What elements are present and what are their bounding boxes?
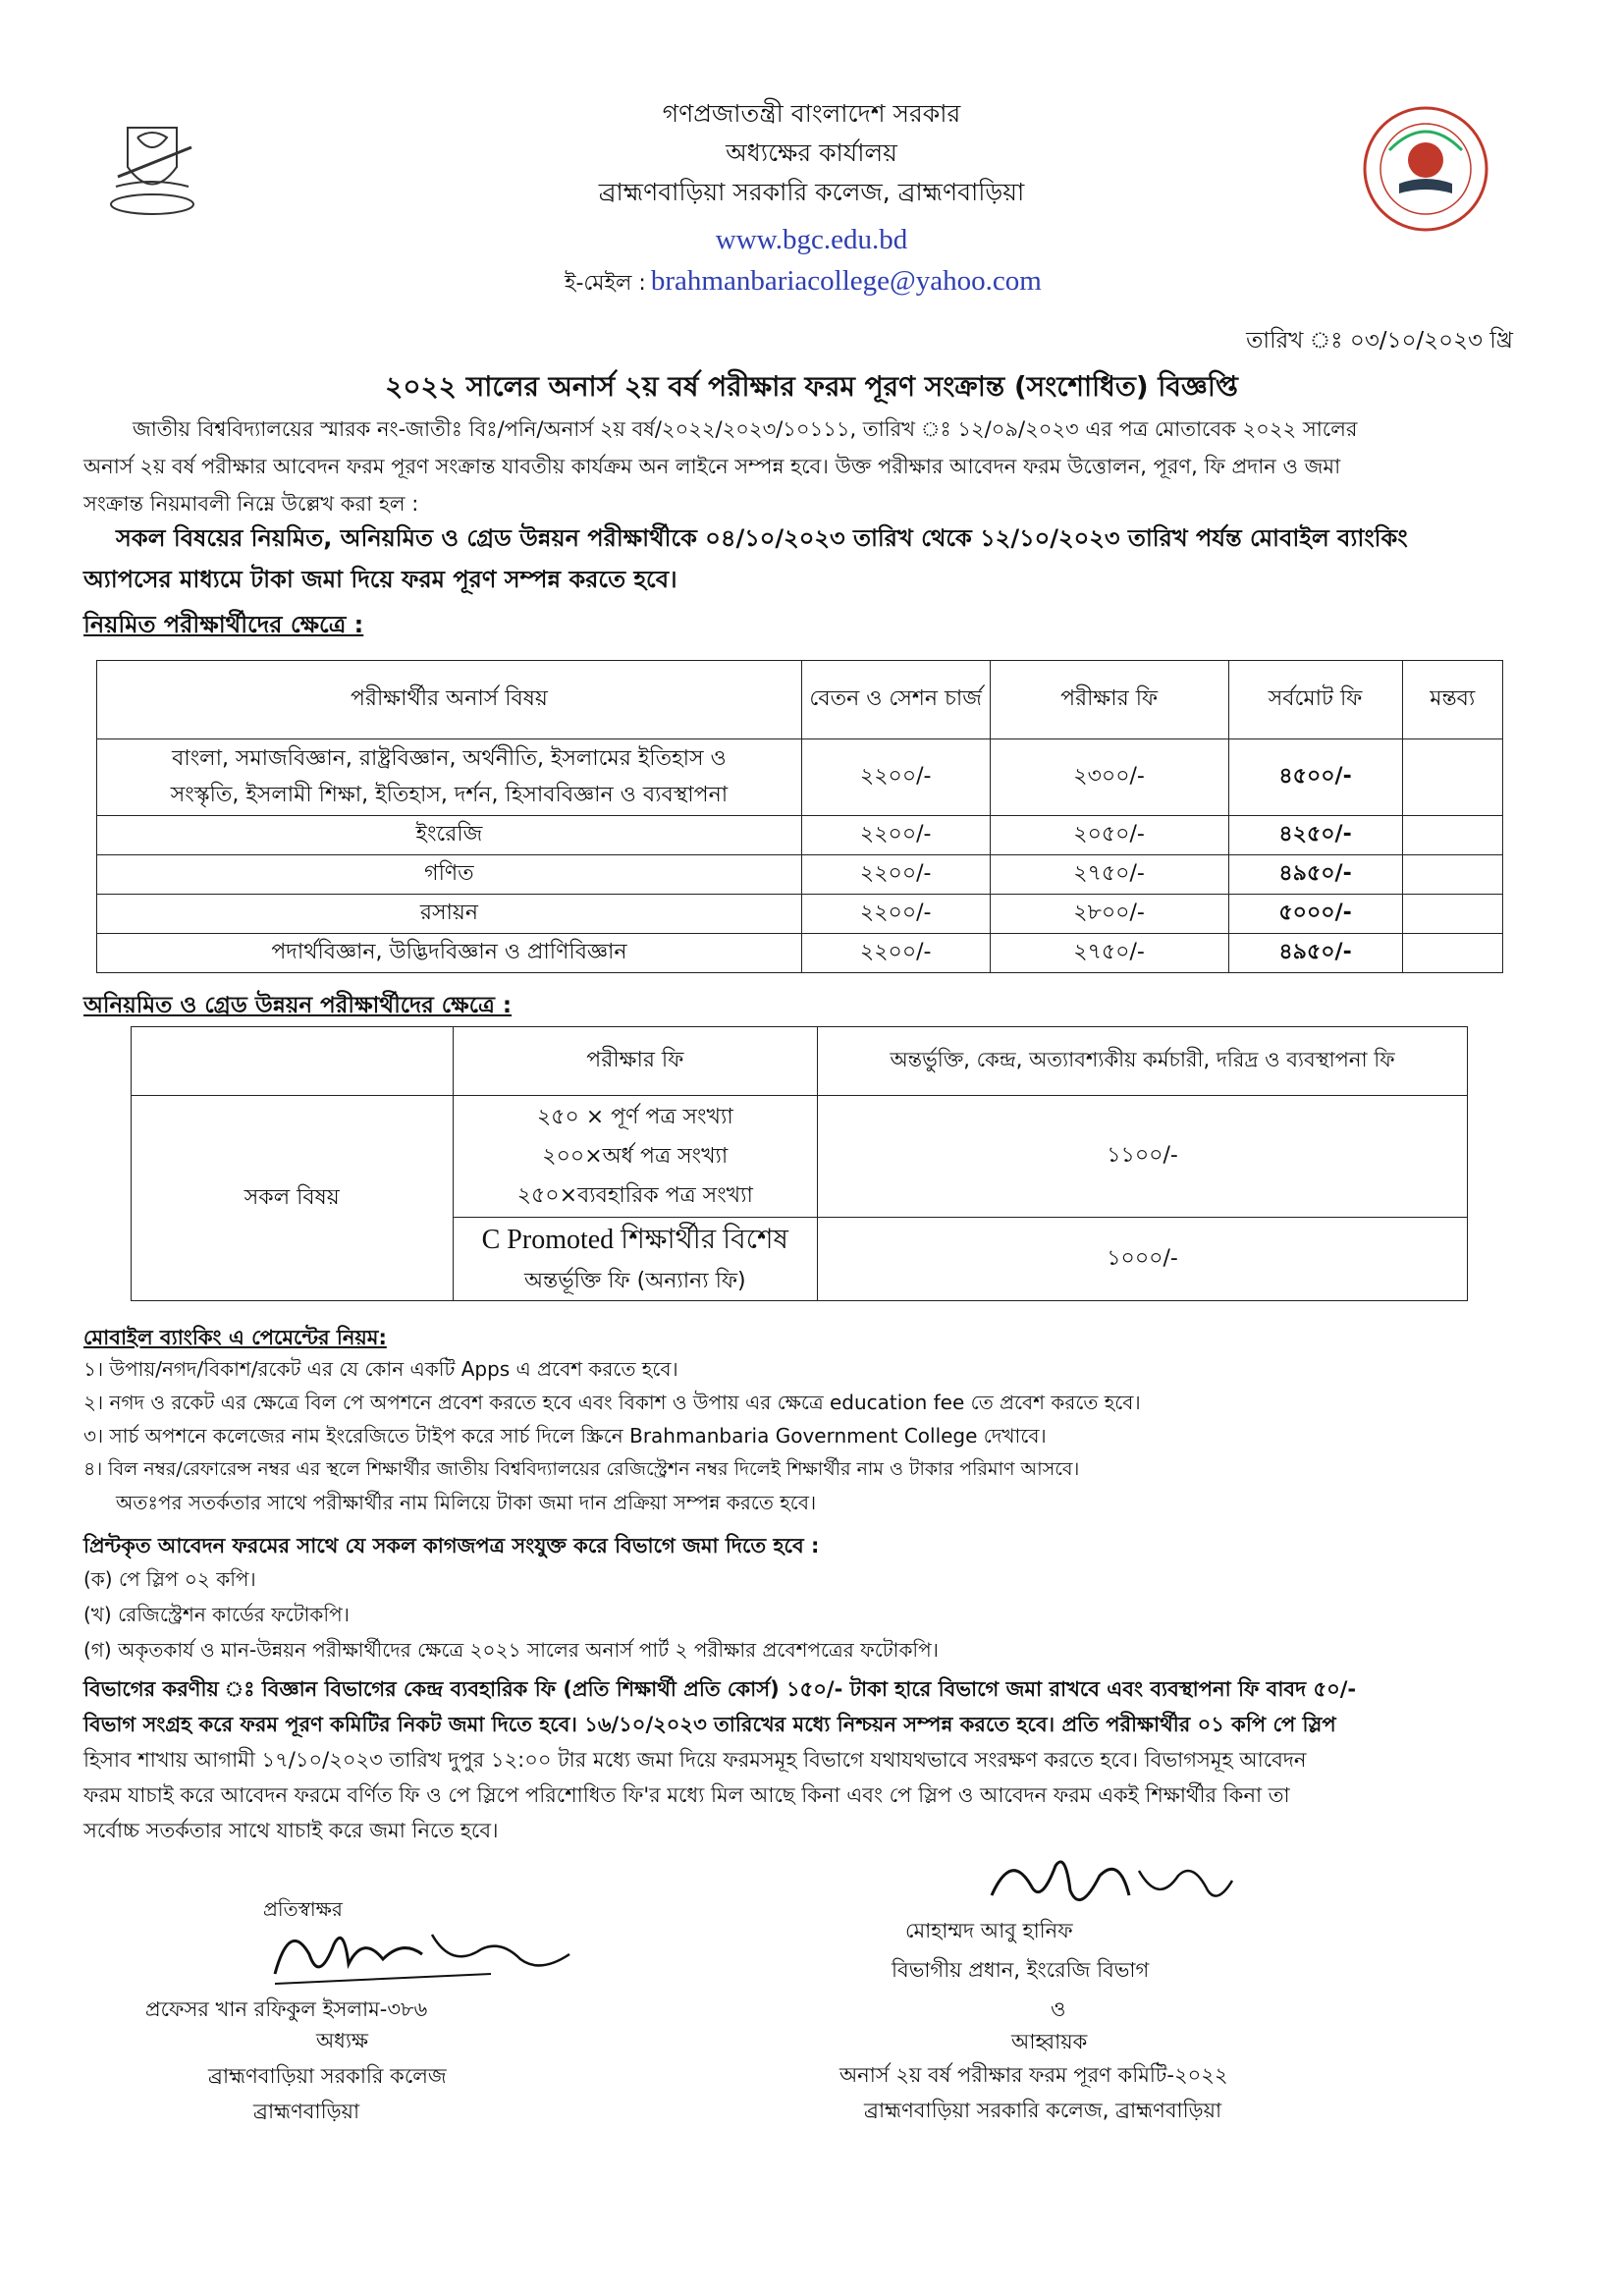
docs-item-b: (খ) রেজিস্ট্রেশন কার্ডের ফটোকপি। [83, 1603, 350, 1626]
exam-fee-cell: ২০৫০/- [990, 816, 1228, 855]
exam-fee-cell: ২৮০০/- [990, 895, 1228, 934]
convener-title-2: আহ্বায়ক [1011, 2030, 1088, 2053]
intro-line-2: অনার্স ২য় বর্ষ পরীক্ষার আবেদন ফরম পূরণ সংক্রান্ত যাবতীয় কার্যক্রম অন লাইনে সম্পন্ন হবে। উক্ত পরীক্ষার আবেদন ফরম উত্তোলন, পূরণ, ফি প্রদান ও জমা [83, 455, 1341, 478]
salary-cell: ২২০০/- [801, 739, 990, 816]
salary-cell: ২২০০/- [801, 855, 990, 895]
countersign-label: প্রতিস্বাক্ষর [263, 1897, 343, 1921]
table-row [97, 816, 1503, 855]
col-subject-header: পরীক্ষার্থীর অনার্স বিষয় [97, 661, 802, 739]
email-link[interactable]: brahmanbariacollege@yahoo.com [650, 265, 1042, 297]
salary-cell: ২২০০/- [801, 934, 990, 973]
irregular-heading: অনিয়মিত ও গ্রেড উন্নয়ন পরীক্ষার্থীদের ক্ষেত্রে : [83, 993, 513, 1018]
principal-name: প্রফেসর খান রফিকুল ইসলাম-৩৮৬ [145, 1997, 428, 2021]
intro-line-3: সংক্রান্ত নিয়মাবলী নিম্নে উল্লেখ করা হল : [83, 492, 419, 516]
total-fee-cell: ৪৯৫০/- [1228, 855, 1402, 895]
dept-line-4: ফরম যাচাই করে আবেদন ফরমে বর্ণিত ফি ও পে স্লিপে পরিশোধিত ফি'র মধ্যে মিল আছে কিনা এবং পে স্লিপ ও আবেদন ফরম একই শিক্ষার্থীর কিনা তা [83, 1783, 1290, 1807]
docs-item-c: (গ) অকৃতকার্য ও মান-উন্নয়ন পরীক্ষার্থীদের ক্ষেত্রে ২০২১ সালের অনার্স পার্ট ২ পরীক্ষার প্রবেশপত্রের ফটোকপি। [83, 1638, 939, 1662]
col-total-header: সর্বমোট ফি [1228, 661, 1402, 739]
principal-org-1: ব্রাহ্মণবাড়িয়া সরকারি কলেজ [208, 2064, 447, 2088]
govt-line: গণপ্রজাতন্ত্রী বাংলাদেশ সরকার [662, 99, 961, 128]
notice-bold-line-1: সকল বিষয়ের নিয়মিত, অনিয়মিত ও গ্রেড উন্নয়ন পরীক্ষার্থীকে ০৪/১০/২০২৩ তারিখ থেকে ১২/১০/২০২৩ তারিখ পর্যন্ত মোবাইল ব্যাংকিং [116, 524, 1408, 552]
other-fee-cell: ১১০০/- [818, 1096, 1468, 1218]
remarks-cell [1402, 934, 1502, 973]
college-line: ব্রাহ্মণবাড়িয়া সরকারি কলেজ, ব্রাহ্মণবাড়িয়া [598, 178, 1025, 206]
principal-signature [255, 1915, 579, 1998]
table-row [97, 934, 1503, 973]
remarks-cell [1402, 855, 1502, 895]
mobile-rule-2: ২। নগদ ও রকেট এর ক্ষেত্রে বিল পে অপশনে প্রবেশ করতে হবে এবং বিকাশ ও উপায় এর ক্ষেত্রে education fee তে প্রবেশ করতে হবে। [83, 1391, 1141, 1414]
mobile-rule-4: ৪। বিল নম্বর/রেফারেন্স নম্বর এর স্থলে শিক্ষার্থীর জাতীয় বিশ্ববিদ্যালয়ের রেজিস্ট্রেশন নম্বর দিলেই শিক্ষার্থীর নাম ও টাকার পরিমাণ আসবে। [83, 1458, 1080, 1480]
principal-org-2: ব্রাহ্মণবাড়িয়া [253, 2100, 360, 2123]
convener-title-3: অনার্স ২য় বর্ষ পরীক্ষার ফরম পূরণ কমিটি-২০২২ [839, 2063, 1228, 2087]
dept-line-5: সর্বোচ্চ সতর্কতার সাথে যাচাই করে জমা নিতে হবে। [83, 1819, 499, 1842]
blank-header [132, 1027, 454, 1096]
mobile-rule-3: ৩। সার্চ অপশনে কলেজের নাম ইংরেজিতে টাইপ করে সার্চ দিলে স্ক্রিনে Brahmanbaria Government College দেখাবে। [83, 1424, 1047, 1448]
exam-fee-formula-cell: ২৫০ × পূর্ণ পত্র সংখ্যা ২০০×অর্ধ পত্র সংখ্যা ২৫০×ব্যবহারিক পত্র সংখ্যা [453, 1096, 818, 1218]
office-line: অধ্যক্ষের কার্যালয় [726, 138, 897, 167]
remarks-cell [1402, 739, 1502, 816]
subject-cell: বাংলা, সমাজবিজ্ঞান, রাষ্ট্রবিজ্ঞান, অর্থনীতি, ইসলামের ইতিহাস ও সংস্কৃতি, ইসলামী শিক্ষা, ইতিহাস, দর্শন, হিসাববিজ্ঞান ও ব্যবস্থাপনা [97, 739, 802, 816]
mobile-rule-5: অতঃপর সতর্কতার সাথে পরীক্ষার্থীর নাম মিলিয়ে টাকা জমা দান প্রক্রিয়া সম্পন্ন করতে হবে। [116, 1491, 817, 1514]
regular-heading: নিয়মিত পরীক্ষার্থীদের ক্ষেত্রে : [83, 611, 364, 638]
table-row [97, 739, 1503, 816]
mobile-rule-1: ১। উপায়/নগদ/বিকাশ/রকেট এর যে কোন একটি Apps এ প্রবেশ করতে হবে। [83, 1357, 678, 1381]
convener-title-1: বিভাগীয় প্রধান, ইংরেজি বিভাগ [892, 1958, 1150, 1982]
subject-cell: রসায়ন [97, 895, 802, 934]
total-fee-cell: ৪৯৫০/- [1228, 934, 1402, 973]
table-header-row [132, 1027, 1468, 1096]
col-other-fee-header: অন্তর্ভুক্তি, কেন্দ্র, অত্যাবশ্যকীয় কর্মচারী, দরিদ্র ও ব্যবস্থাপনা ফি [818, 1027, 1468, 1096]
table-row [132, 1096, 1468, 1218]
promoted-fee-cell: ১০০০/- [818, 1218, 1468, 1301]
subject-cell: পদার্থবিজ্ঞান, উদ্ভিদবিজ্ঞান ও প্রাণিবিজ্ঞান [97, 934, 802, 973]
convener-and: ও [1051, 1997, 1066, 2021]
dept-line-2: বিভাগ সংগ্রহ করে ফরম পূরণ কমিটির নিকট জমা দিতে হবে। ১৬/১০/২০২৩ তারিখের মধ্যে নিশ্চয়ন সম্পন্ন করতে হবে। প্রতি পরীক্ষার্থীর ০১ কপি পে স্লিপ [83, 1713, 1336, 1736]
col-exam-fee-header: পরীক্ষার ফি [453, 1027, 818, 1096]
col-exam-header: পরীক্ষার ফি [990, 661, 1228, 739]
table-row [97, 855, 1503, 895]
col-salary-header: বেতন ও সেশন চার্জ [801, 661, 990, 739]
notice-date: তারিখ ঃ ০৩/১০/২০২৩ খ্রি [1246, 328, 1513, 354]
total-fee-cell: ৪৫০০/- [1228, 739, 1402, 816]
total-fee-cell: ৪২৫০/- [1228, 816, 1402, 855]
convener-name: মোহাম্মদ আবু হানিফ [905, 1919, 1073, 1942]
mobile-heading: মোবাইল ব্যাংকিং এ পেমেন্টের নিয়ম: [83, 1326, 387, 1349]
subject-cell: গণিত [97, 855, 802, 895]
notice-title: ২০২২ সালের অনার্স ২য় বর্ষ পরীক্ষার ফরম পূরণ সংক্রান্ত (সংশোধিত) বিজ্ঞপ্তি [385, 370, 1238, 403]
dept-line-3: হিসাব শাখায় আগামী ১৭/১০/২০২৩ তারিখ দুপুর ১২:০০ টার মধ্যে জমা দিয়ে ফরমসমূহ বিভাগে যথাযথভাবে সংরক্ষণ করতে হবে। বিভাগসমূহ আবেদন [83, 1748, 1307, 1772]
principal-title: অধ্যক্ষ [316, 2029, 369, 2052]
col-remarks-header: মন্তব্য [1402, 661, 1502, 739]
table-row [97, 895, 1503, 934]
irregular-fee-table [131, 1026, 1468, 1301]
exam-fee-cell: ২৩০০/- [990, 739, 1228, 816]
exam-fee-cell: ২৭৫০/- [990, 855, 1228, 895]
dept-line-1: বিভাগের করণীয় ঃ বিজ্ঞান বিভাগের কেন্দ্র ব্যবহারিক ফি (প্রতি শিক্ষার্থী প্রতি কোর্স) ১৫০/- টাকা হারে বিভাগে জমা রাখবে এবং ব্যবস্থাপনা ফি বাবদ ৫০/- [83, 1677, 1357, 1701]
promoted-fee-label-cell: C Promoted শিক্ষার্থীর বিশেষ অন্তর্ভূক্তি ফি (অন্যান্য ফি) [453, 1218, 818, 1301]
regular-fee-table [96, 660, 1503, 973]
salary-cell: ২২০০/- [801, 895, 990, 934]
notice-bold-line-2: অ্যাপসের মাধ্যমে টাকা জমা দিয়ে ফরম পূরণ সম্পন্ন করতে হবে। [83, 566, 677, 593]
exam-fee-cell: ২৭৫০/- [990, 934, 1228, 973]
table-header-row [97, 661, 1503, 739]
docs-heading: প্রিন্টকৃত আবেদন ফরমের সাথে যে সকল কাগজপত্র সংযুক্ত করে বিভাগে জমা দিতে হবে : [83, 1534, 820, 1558]
docs-item-a: (ক) পে স্লিপ ০২ কপি। [83, 1567, 256, 1591]
email-label: ই-মেইল : [565, 271, 646, 296]
all-subjects-cell: সকল বিষয় [132, 1096, 454, 1301]
remarks-cell [1402, 895, 1502, 934]
intro-line-1: জাতীয় বিশ্ববিদ্যালয়ের স্মারক নং-জাতীঃ বিঃ/পনি/অনার্স ২য় বর্ষ/২০২২/২০২৩/১০১১১, তারিখ ঃ ১২/০৯/২০২৩ এর পত্র মোতাবেক ২০২২ সালের [133, 417, 1358, 441]
salary-cell: ২২০০/- [801, 816, 990, 855]
subject-cell: ইংরেজি [97, 816, 802, 855]
total-fee-cell: ৫০০০/- [1228, 895, 1402, 934]
website-link[interactable]: www.bgc.edu.bd [715, 224, 908, 255]
remarks-cell [1402, 816, 1502, 855]
convener-org: ব্রাহ্মণবাড়িয়া সরকারি কলেজ, ব্রাহ্মণবাড়িয়া [864, 2099, 1222, 2122]
email-row [565, 265, 1042, 302]
